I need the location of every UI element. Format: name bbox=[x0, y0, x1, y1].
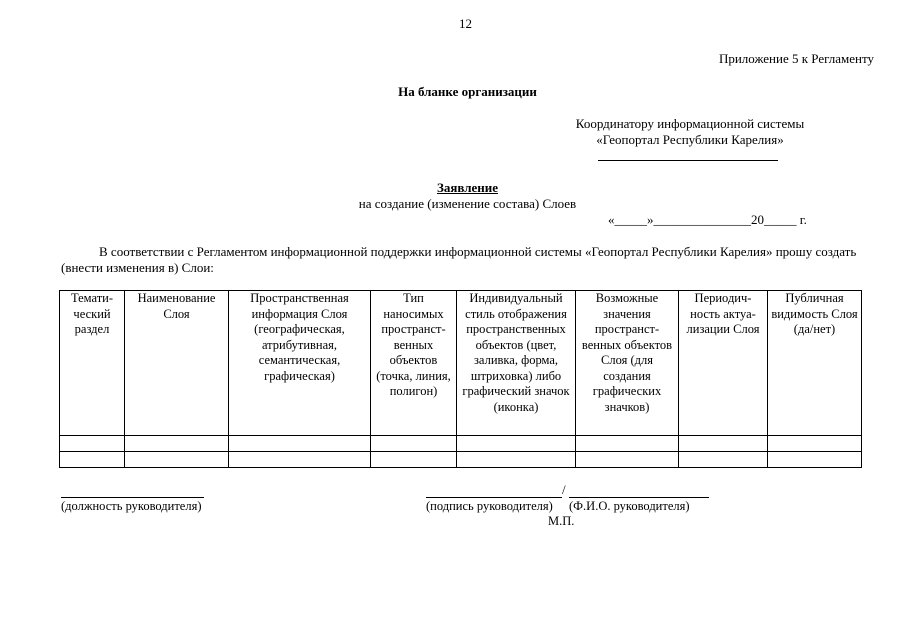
table-cell[interactable] bbox=[371, 452, 457, 468]
table-row bbox=[60, 436, 862, 452]
name-label: (Ф.И.О. руководителя) bbox=[569, 499, 690, 513]
header-object-type: Тип наносимых пространст-венных объектов (точка, линия, полигон) bbox=[371, 291, 457, 436]
table-header-row bbox=[60, 291, 862, 436]
header-update-frequency: Периодич-ность актуа-лизации Слоя bbox=[679, 291, 768, 436]
table-cell[interactable] bbox=[60, 436, 125, 452]
name-signature-line bbox=[569, 497, 709, 498]
header-possible-values: Возможные значения пространст-венных объектов Слоя (для создания графических значков) bbox=[576, 291, 679, 436]
date-field: «_____»_______________20_____ г. bbox=[608, 212, 807, 227]
table-cell[interactable] bbox=[457, 436, 576, 452]
header-spatial-info: Пространственная информация Слоя (географическая, атрибутивная, семантическая, графическая) bbox=[229, 291, 371, 436]
table-cell[interactable] bbox=[60, 452, 125, 468]
position-label: (должность руководителя) bbox=[61, 499, 202, 513]
header-thematic-section: Темати-ческий раздел bbox=[60, 291, 125, 436]
table-cell[interactable] bbox=[576, 436, 679, 452]
table-cell[interactable] bbox=[457, 452, 576, 468]
table-cell[interactable] bbox=[679, 452, 768, 468]
layers-table bbox=[59, 290, 862, 468]
header-public-visibility: Публичная видимость Слоя (да/нет) bbox=[768, 291, 862, 436]
table-row bbox=[60, 452, 862, 468]
table-cell[interactable] bbox=[125, 436, 229, 452]
document-title: Заявление bbox=[436, 180, 499, 195]
table-cell[interactable] bbox=[229, 452, 371, 468]
addressee-line-2: «Геопортал Республики Карелия» bbox=[596, 132, 784, 147]
addressee-block bbox=[540, 116, 840, 148]
appendix-label: Приложение 5 к Регламенту bbox=[718, 51, 874, 66]
stamp-label: М.П. bbox=[548, 514, 575, 528]
signature-label: (подпись руководителя) bbox=[426, 499, 553, 513]
addressee-blank-line bbox=[598, 160, 778, 161]
letterhead-note: На бланке организации bbox=[398, 84, 537, 99]
table-cell[interactable] bbox=[371, 436, 457, 452]
table-cell[interactable] bbox=[768, 452, 862, 468]
header-layer-name: Наименование Слоя bbox=[125, 291, 229, 436]
table-cell[interactable] bbox=[125, 452, 229, 468]
signature-line bbox=[426, 497, 562, 498]
request-text: В соответствии с Регламентом информационной поддержки информационной системы «Геопортал Республики Карелия» прошу создать (внести изменения в) Слои: bbox=[61, 244, 857, 275]
signature-separator: / bbox=[562, 482, 566, 497]
table-cell[interactable] bbox=[768, 436, 862, 452]
page-number: 12 bbox=[459, 16, 472, 31]
table-cell[interactable] bbox=[229, 436, 371, 452]
header-display-style: Индивидуальный стиль отображения пространственных объектов (цвет, заливка, форма, штриховка) либо графический значок (иконка) bbox=[457, 291, 576, 436]
table-cell[interactable] bbox=[679, 436, 768, 452]
addressee-line-1: Координатору информационной системы bbox=[575, 116, 805, 131]
document-subtitle: на создание (изменение состава) Слоев bbox=[358, 196, 577, 211]
position-signature-line bbox=[61, 497, 204, 498]
table-cell[interactable] bbox=[576, 452, 679, 468]
